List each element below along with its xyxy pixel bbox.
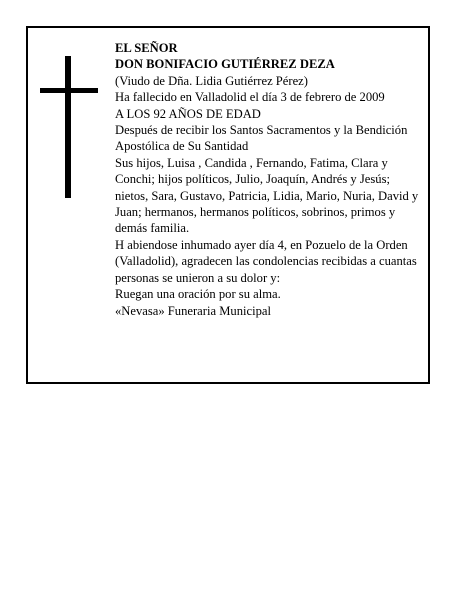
age-line: A LOS 92 AÑOS DE EDAD bbox=[115, 106, 261, 121]
family-paragraph: Sus hijos, Luisa , Candida , Fernando, Fatima, Clara y Conchi; hijos políticos, Julio, Joaquín, Andrés y Jesús; nietos, Sara, Gustavo, Patricia, Lidia, Mario, Nuria, David y Juan; hermanos, hermanos políticos, sobrinos, primos y demás familia. bbox=[115, 155, 419, 236]
burial-paragraph: H abiendose inhumado ayer día 4, en Pozuelo de la Orden (Valladolid), agradecen las condolencias recibidas a cuantas personas se unieron a su dolor y: bbox=[115, 237, 417, 285]
cross-vertical-bar bbox=[65, 56, 71, 198]
prayer-line: Ruegan una oración por su alma. bbox=[115, 287, 281, 302]
title-line: EL SEÑOR bbox=[115, 41, 178, 55]
obituary-notice-frame bbox=[26, 26, 430, 384]
deceased-name: DON BONIFACIO GUTIÉRREZ DEZA bbox=[115, 57, 335, 72]
widower-line: (Viudo de Dña. Lidia Gutiérrez Pérez) bbox=[115, 73, 308, 88]
latin-cross-icon bbox=[40, 56, 98, 198]
death-line: Ha fallecido en Valladolid el día 3 de febrero de 2009 bbox=[115, 90, 385, 105]
funeral-home-line: «Nevasa» Funeraria Municipal bbox=[115, 303, 271, 318]
sacraments-paragraph: Después de recibir los Santos Sacramentos y la Bendición Apostólica de Su Santidad bbox=[115, 123, 408, 154]
obituary-text-block bbox=[115, 40, 419, 319]
cross-horizontal-bar bbox=[40, 88, 98, 93]
